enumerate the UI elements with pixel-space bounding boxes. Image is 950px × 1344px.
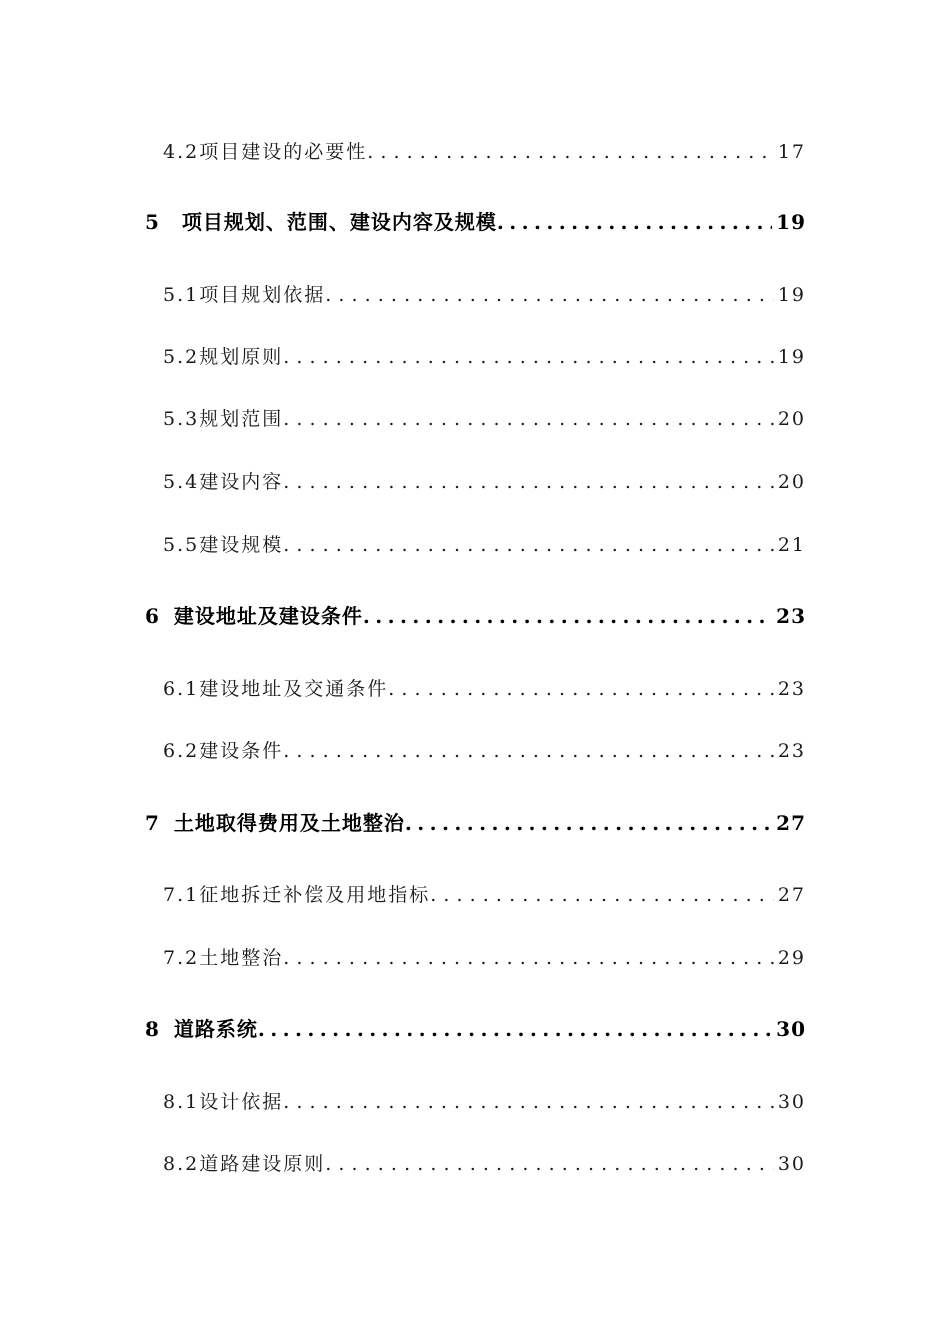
toc-entry-8-1[interactable]: [163, 1087, 806, 1117]
toc-number: 8.2: [163, 1153, 200, 1175]
toc-title: 建设规模: [199, 534, 284, 556]
toc-title: 规划范围: [199, 408, 284, 430]
toc-title: 道路系统: [173, 1017, 258, 1041]
toc-page-number: 30: [776, 1017, 806, 1041]
toc-number: 5.4: [163, 471, 200, 493]
toc-entry-7-2[interactable]: [163, 943, 806, 973]
toc-entry-6[interactable]: [145, 601, 806, 631]
toc-entry-5-2[interactable]: [163, 342, 806, 372]
toc-title: 项目建设的必要性: [199, 141, 368, 163]
toc-number: 5.2: [163, 346, 200, 368]
toc-page-number: 21: [777, 534, 806, 556]
toc-page-number: 27: [776, 811, 806, 835]
toc-page-number: 23: [777, 678, 806, 700]
toc-leader-dots: [283, 467, 774, 497]
toc-leader-dots: [325, 1149, 774, 1179]
toc-title: 设计依据: [199, 1091, 284, 1113]
toc-title: 建设内容: [199, 471, 284, 493]
toc-leader-dots: [367, 137, 774, 167]
toc-title: 建设地址及建设条件: [173, 604, 363, 628]
toc-page-number: 19: [776, 210, 806, 234]
toc-title: 项目规划、范围、建设内容及规模: [181, 210, 497, 234]
toc-leader-dots: [283, 404, 774, 434]
toc-leader-dots: [258, 1014, 772, 1044]
toc-title: 项目规划依据: [199, 284, 326, 306]
toc-title: 土地取得费用及土地整治: [173, 811, 405, 835]
toc-page-number: 19: [777, 346, 806, 368]
toc-number: 5.3: [163, 408, 200, 430]
toc-number: 8: [145, 1017, 160, 1041]
toc-number: 5: [145, 210, 160, 234]
toc-title: 规划原则: [199, 346, 284, 368]
toc-number: 8.1: [163, 1091, 200, 1113]
toc-entry-6-1[interactable]: [163, 674, 806, 704]
toc-leader-dots: [325, 280, 774, 310]
toc-entry-5[interactable]: [145, 207, 806, 237]
toc-entry-8[interactable]: [145, 1014, 806, 1044]
toc-title: 土地整治: [199, 947, 284, 969]
toc-entry-8-2[interactable]: [163, 1149, 806, 1179]
toc-leader-dots: [388, 674, 774, 704]
toc-title: 建设地址及交通条件: [199, 678, 389, 700]
toc-title: 道路建设原则: [199, 1153, 326, 1175]
toc-page-number: 19: [777, 284, 806, 306]
toc-page-number: 20: [777, 471, 806, 493]
toc-entry-7-1[interactable]: [163, 880, 806, 910]
toc-number: 6.1: [163, 678, 200, 700]
toc-leader-dots: [283, 736, 774, 766]
toc-entry-5-5[interactable]: [163, 530, 806, 560]
toc-entry-5-4[interactable]: [163, 467, 806, 497]
toc-page-number: 17: [777, 141, 806, 163]
toc-entry-5-1[interactable]: [163, 280, 806, 310]
toc-leader-dots: [283, 1087, 774, 1117]
toc-entry-6-2[interactable]: [163, 736, 806, 766]
toc-leader-dots: [283, 943, 774, 973]
toc-page-number: 30: [777, 1153, 806, 1175]
toc-leader-dots: [283, 342, 774, 372]
toc-entry-4-2[interactable]: [163, 137, 806, 167]
toc-number: 5.5: [163, 534, 200, 556]
toc-leader-dots: [430, 880, 774, 910]
toc-page-number: 30: [777, 1091, 806, 1113]
toc-page-number: 23: [777, 740, 806, 762]
toc-page-number: 23: [776, 604, 806, 628]
toc-number: 5.1: [163, 284, 200, 306]
toc-leader-dots: [405, 808, 772, 838]
toc-leader-dots: [363, 601, 772, 631]
toc-number: 7: [145, 811, 160, 835]
toc-leader-dots: [497, 207, 772, 237]
toc-number: 7.1: [163, 884, 200, 906]
toc-leader-dots: [283, 530, 774, 560]
toc-title: 征地拆迁补偿及用地指标: [199, 884, 431, 906]
toc-entry-7[interactable]: [145, 808, 806, 838]
toc-number: 6.2: [163, 740, 200, 762]
toc-number: 4.2: [163, 141, 200, 163]
toc-title: 建设条件: [199, 740, 284, 762]
toc-page-number: 20: [777, 408, 806, 430]
toc-page-number: 27: [777, 884, 806, 906]
toc-entry-5-3[interactable]: [163, 404, 806, 434]
toc-number: 6: [145, 604, 160, 628]
toc-page-number: 29: [777, 947, 806, 969]
toc-number: 7.2: [163, 947, 200, 969]
